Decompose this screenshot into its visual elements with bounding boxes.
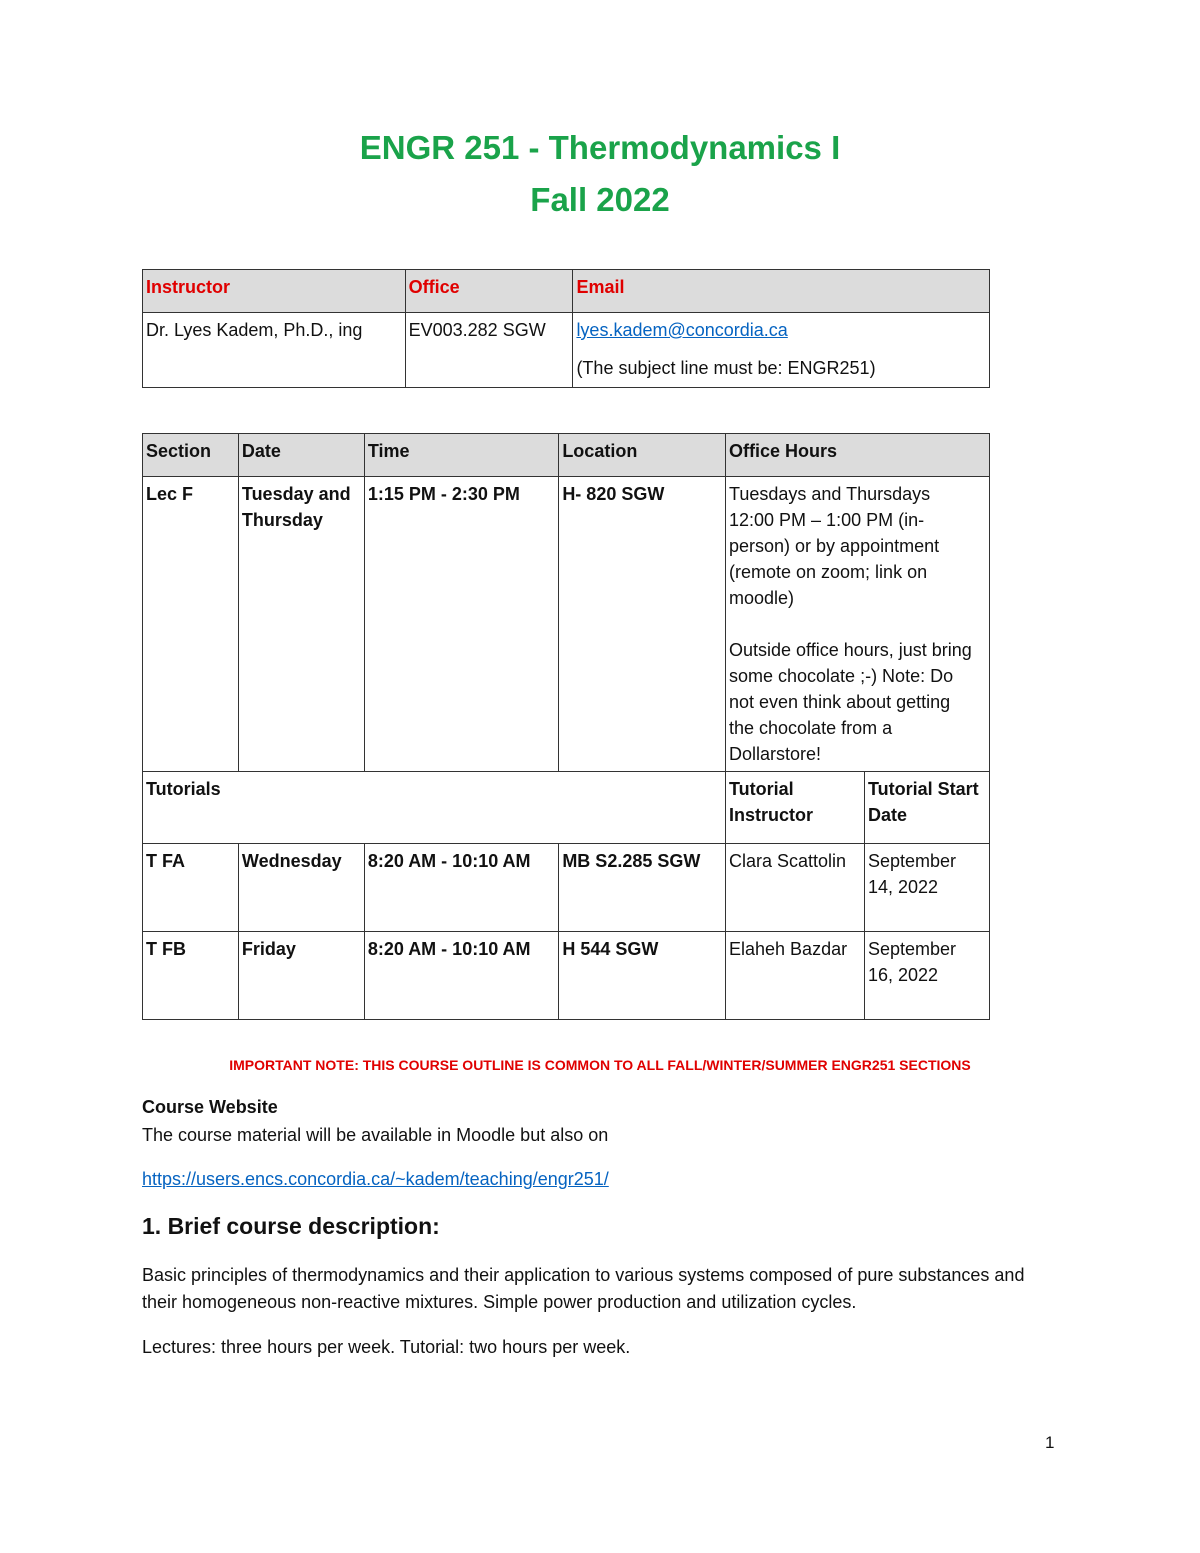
office-hours-header: Office Hours: [726, 434, 990, 477]
tutorial-instructor: Clara Scattolin: [726, 844, 865, 932]
hours-text: Lectures: three hours per week. Tutorial: two hours per week.: [142, 1337, 631, 1357]
email-cell: [573, 313, 990, 388]
tutorials-label: Tutorials: [143, 772, 726, 844]
website-heading: Course Website: [142, 1097, 278, 1117]
website-link[interactable]: https://users.encs.concordia.ca/~kadem/teaching/engr251/: [142, 1169, 609, 1189]
location-header: Location: [559, 434, 726, 477]
time-header: Time: [364, 434, 558, 477]
chocolate-note: Outside office hours, just bring some chocolate ;-) Note: Do not even think about getting the chocolate from a Dollarstore!: [729, 640, 972, 764]
lecture-date: Tuesday and Thursday: [238, 477, 364, 772]
website-text: The course material will be available in Moodle but also on: [142, 1125, 609, 1145]
document-title: ENGR 251 - Thermodynamics I: [359, 129, 841, 166]
office-hours-cell: [726, 477, 990, 772]
email-subject-note: (The subject line must be: ENGR251): [576, 358, 876, 378]
tutorial-location: MB S2.285 SGW: [559, 844, 726, 932]
tutorial-day: Friday: [238, 932, 364, 1020]
instructor-header: Instructor: [143, 270, 406, 313]
tutorial-instructor: Elaheh Bazdar: [726, 932, 865, 1020]
instructor-table: [142, 269, 990, 388]
lecture-location: H- 820 SGW: [559, 477, 726, 772]
lecture-time: 1:15 PM - 2:30 PM: [364, 477, 558, 772]
tutorial-location: H 544 SGW: [559, 932, 726, 1020]
instructor-name: Dr. Lyes Kadem, Ph.D., ing: [143, 313, 406, 388]
schedule-table: [142, 433, 990, 1020]
tutorial-section: T FA: [143, 844, 239, 932]
lecture-section: Lec F: [143, 477, 239, 772]
document-term: Fall 2022: [530, 181, 670, 218]
office-header: Office: [405, 270, 573, 313]
description-heading: 1. Brief course description:: [142, 1213, 440, 1239]
tutorial-time: 8:20 AM - 10:10 AM: [364, 844, 558, 932]
page-number: 1: [1045, 1433, 1055, 1452]
office-hours-text: Tuesdays and Thursdays 12:00 PM – 1:00 PM (in-person) or by appointment (remote on zoom; link on moodle): [729, 484, 940, 608]
table-row: [143, 844, 990, 932]
date-header: Date: [238, 434, 364, 477]
tutorial-day: Wednesday: [238, 844, 364, 932]
tutorial-start-header: Tutorial Start Date: [864, 772, 989, 844]
email-header: Email: [573, 270, 990, 313]
description-paragraph: Basic principles of thermodynamics and their application to various systems composed of pure substances and their homogeneous non-reactive mixtures. Simple power production and utilization cycles.: [142, 1265, 1025, 1312]
tutorial-instructor-header: Tutorial Instructor: [726, 772, 865, 844]
tutorial-section: T FB: [143, 932, 239, 1020]
office-location: EV003.282 SGW: [405, 313, 573, 388]
lecture-row: [143, 477, 990, 772]
table-row: [143, 932, 990, 1020]
tutorial-start-date: September 16, 2022: [864, 932, 989, 1020]
tutorial-time: 8:20 AM - 10:10 AM: [364, 932, 558, 1020]
important-note: IMPORTANT NOTE: THIS COURSE OUTLINE IS COMMON TO ALL FALL/WINTER/SUMMER ENGR251 SECTIONS: [229, 1057, 971, 1073]
email-link[interactable]: lyes.kadem@concordia.ca: [576, 320, 788, 340]
section-header: Section: [143, 434, 239, 477]
tutorial-start-date: September 14, 2022: [864, 844, 989, 932]
